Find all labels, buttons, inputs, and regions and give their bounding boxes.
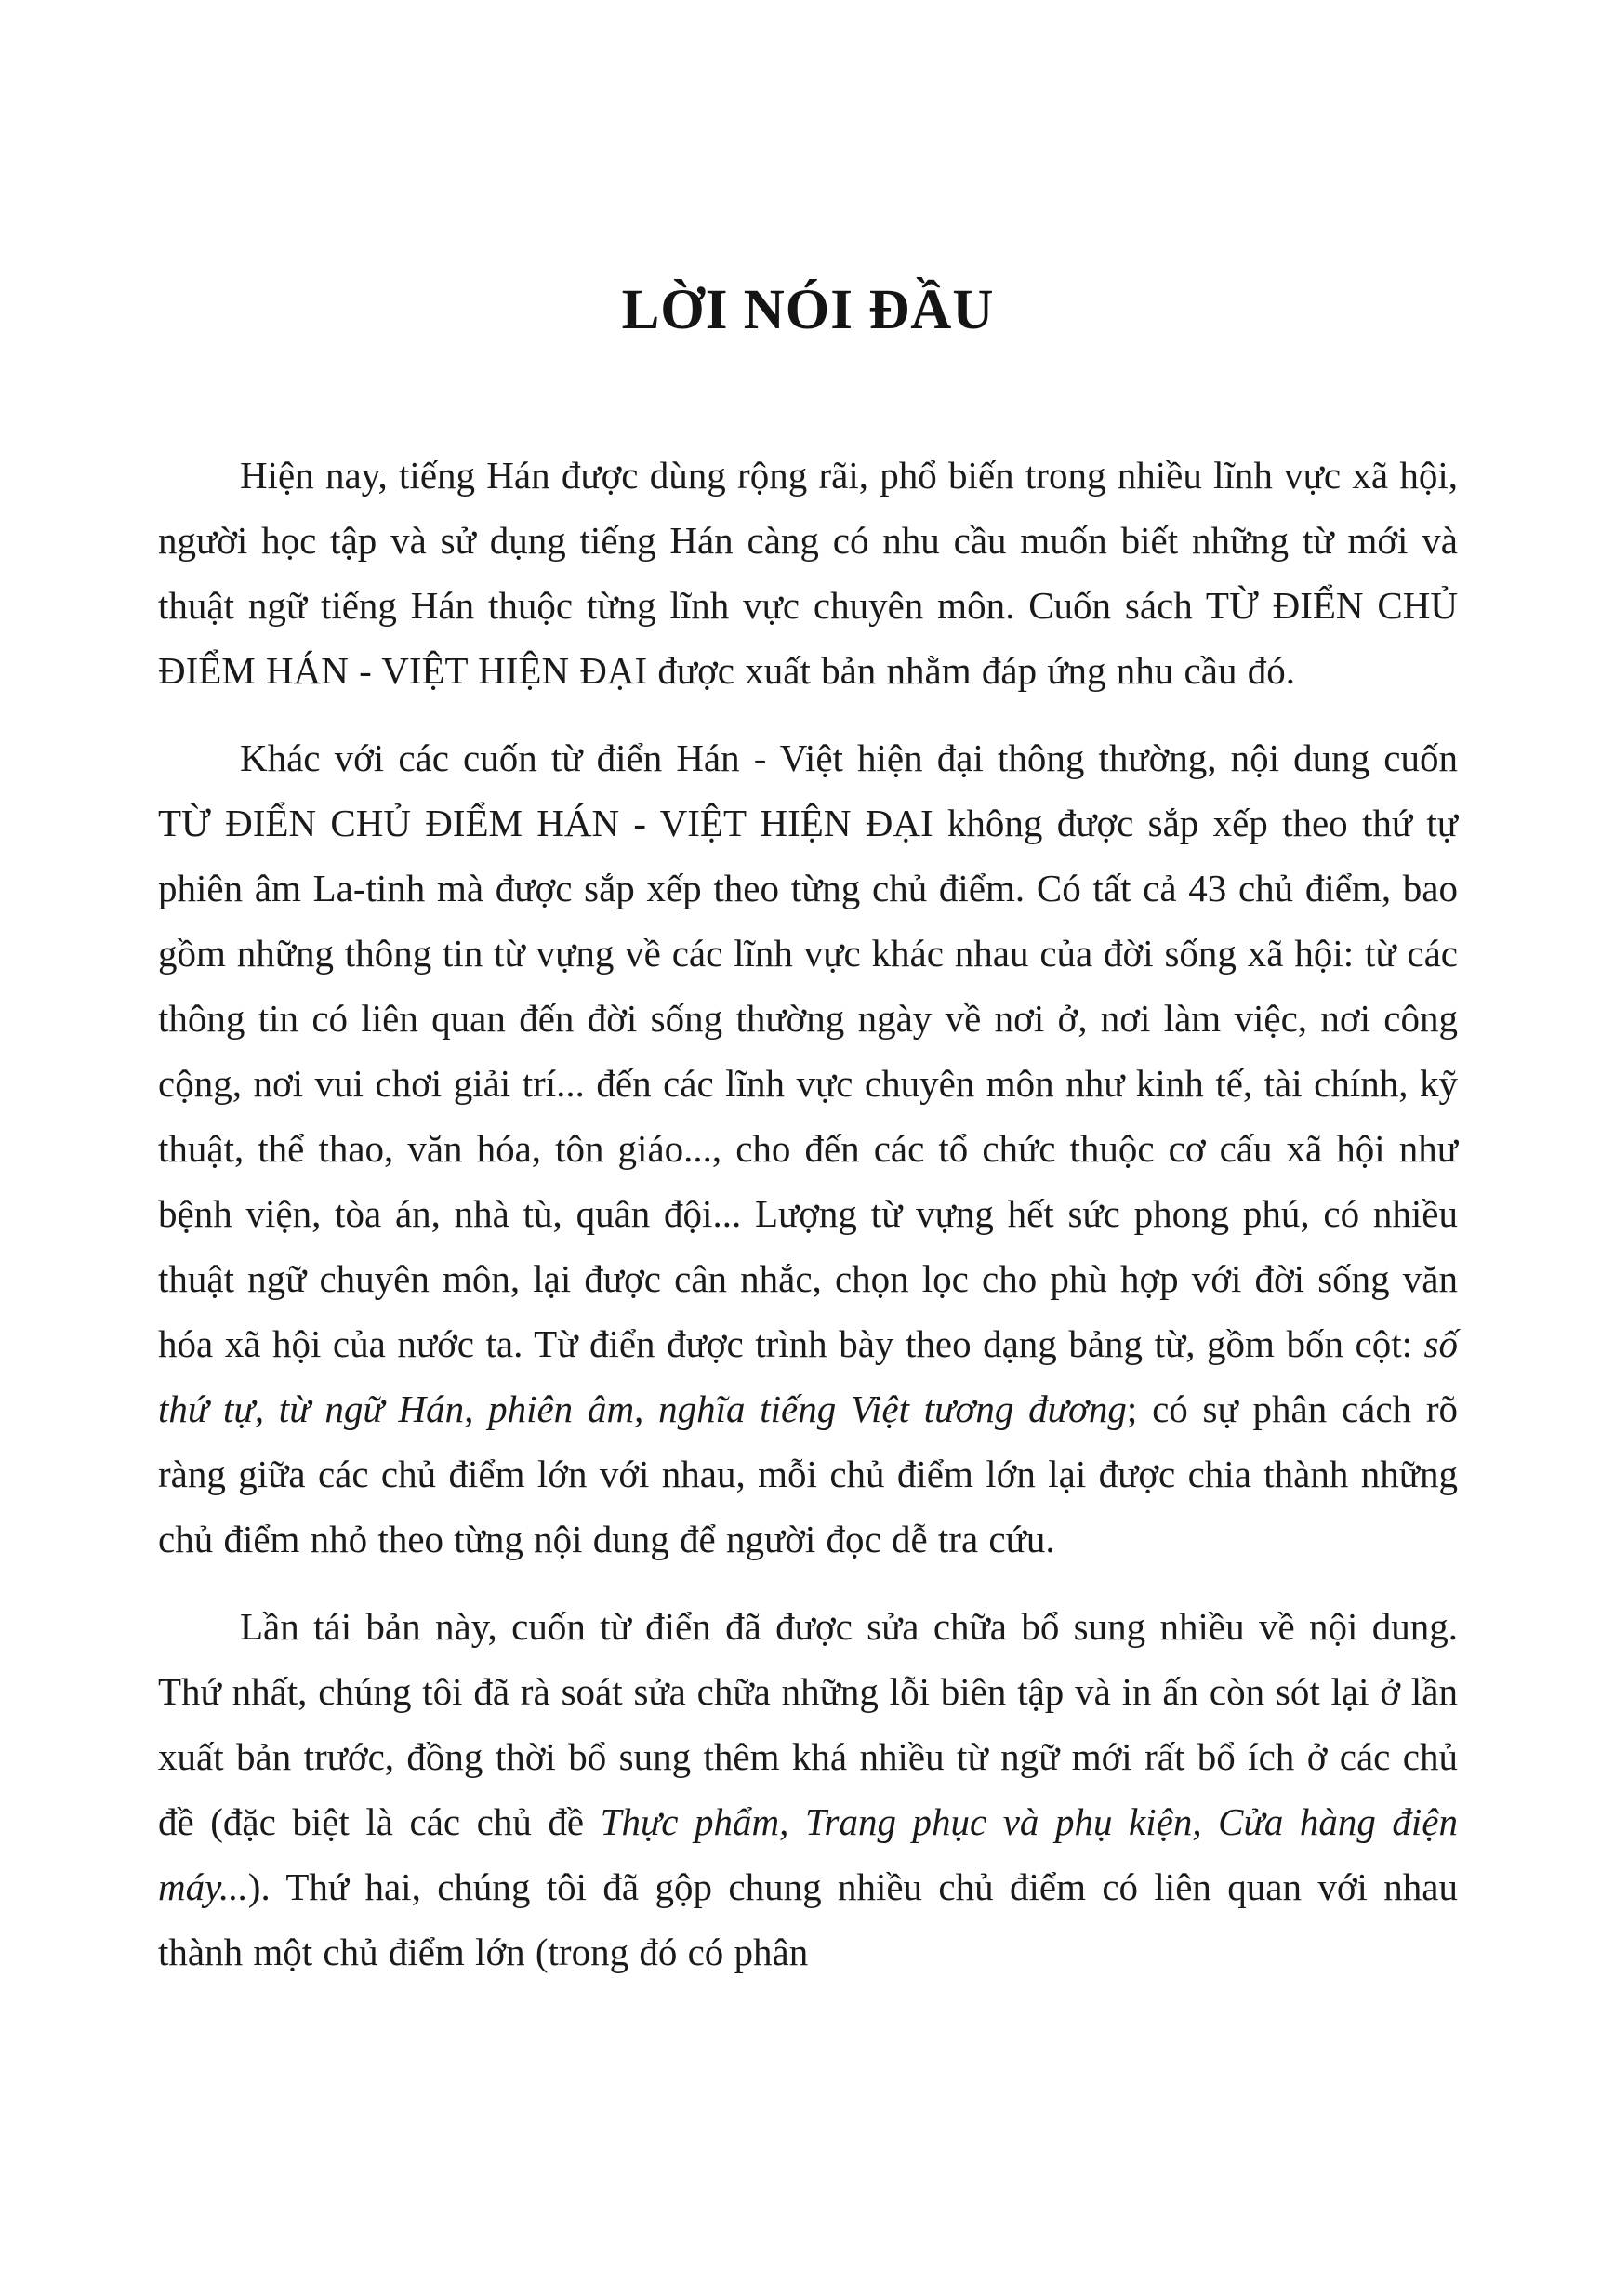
text-run: ; có sự phân cách rõ ràng giữa các chủ điểm lớn với nhau, mỗi chủ điểm lớn lại được chia thành những chủ điểm nhỏ theo từng nội dung để người đọc dễ tra cứu. <box>158 1387 1458 1560</box>
paragraph <box>158 1594 1458 1984</box>
text-run: Thực phẩm, Trang phục và phụ kiện, Cửa hàng điện máy... <box>158 1800 1458 1908</box>
text-run: ). Thứ hai, chúng tôi đã gộp chung nhiều chủ điểm có liên quan với nhau thành một chủ điểm lớn (trong đó có phân <box>158 1865 1458 1973</box>
paragraph <box>158 725 1458 1572</box>
document-body <box>158 443 1458 1984</box>
text-run: Hiện nay, tiếng Hán được dùng rộng rãi, phổ biến trong nhiều lĩnh vực xã hội, người học tập và sử dụng tiếng Hán càng có nhu cầu muốn biết những từ mới và thuật ngữ tiếng Hán thuộc từng lĩnh vực chuyên môn. Cuốn sách TỪ ĐIỂN CHỦ ĐIỂM HÁN - VIỆT HIỆN ĐẠI được xuất bản nhằm đáp ứng nhu cầu đó. <box>158 454 1458 692</box>
text-run: số thứ tự, từ ngữ Hán, phiên âm, nghĩa tiếng Việt tương đương <box>158 1322 1458 1430</box>
text-run: Lần tái bản này, cuốn từ điển đã được sửa chữa bổ sung nhiều về nội dung. Thứ nhất, chúng tôi đã rà soát sửa chữa những lỗi biên tập và in ấn còn sót lại ở lần xuất bản trước, đồng thời bổ sung thêm khá nhiều từ ngữ mới rất bổ ích ở các chủ đề (đặc biệt là các chủ đề <box>158 1605 1458 1843</box>
text-run: Khác với các cuốn từ điển Hán - Việt hiện đại thông thường, nội dung cuốn TỪ ĐIỂN CHỦ ĐIỂM HÁN - VIỆT HIỆN ĐẠI không được sắp xếp theo thứ tự phiên âm La-tinh mà được sắp xếp theo từng chủ điểm. Có tất cả 43 chủ điểm, bao gồm những thông tin từ vựng về các lĩnh vực khác nhau của đời sống xã hội: từ các thông tin có liên quan đến đời sống thường ngày về nơi ở, nơi làm việc, nơi công cộng, nơi vui chơi giải trí... đến các lĩnh vực chuyên môn như kinh tế, tài chính, kỹ thuật, thể thao, văn hóa, tôn giáo..., cho đến các tổ chức thuộc cơ cấu xã hội như bệnh viện, tòa án, nhà tù, quân đội... Lượng từ vựng hết sức phong phú, có nhiều thuật ngữ chuyên môn, lại được cân nhắc, chọn lọc cho phù hợp với đời sống văn hóa xã hội của nước ta. Từ điển được trình bày theo dạng bảng từ, gồm bốn cột: <box>158 737 1458 1365</box>
page-title: LỜI NÓI ĐẦU <box>621 279 995 341</box>
paragraph <box>158 443 1458 703</box>
